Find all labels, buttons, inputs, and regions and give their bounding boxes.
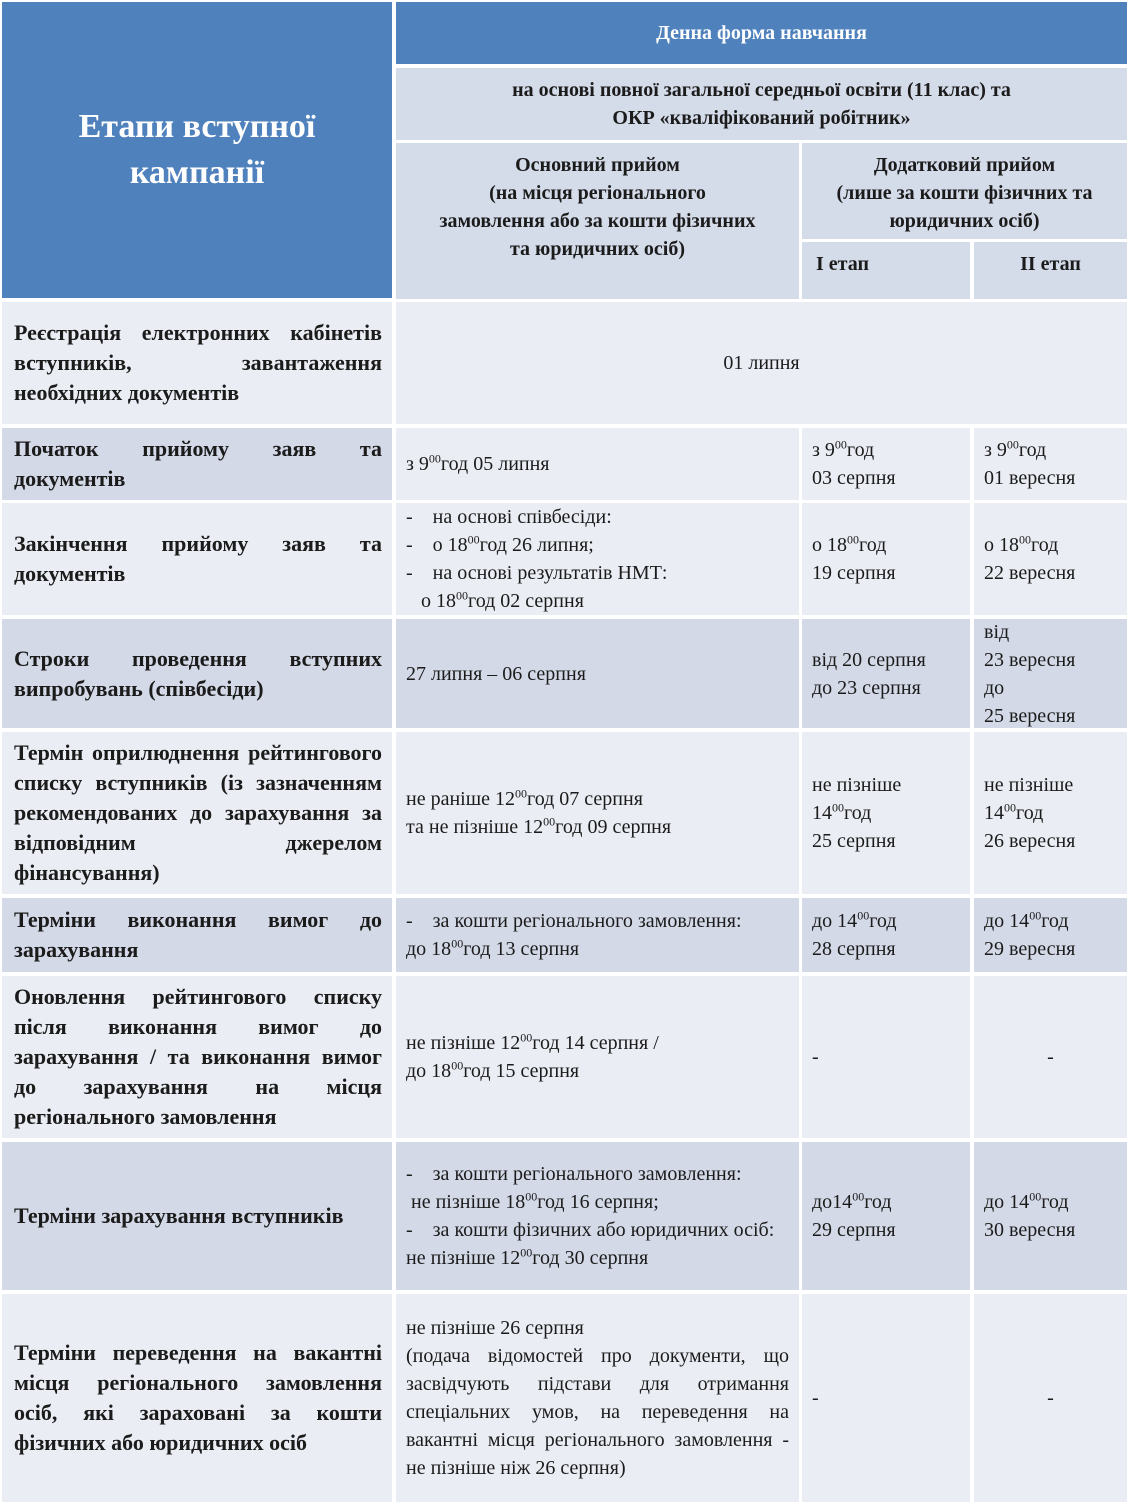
additional-admission-line3: юридичних осіб): [889, 210, 1040, 232]
tests-main-cell: [396, 619, 799, 728]
requirements-stage2-cell: [974, 898, 1127, 972]
stage-label-ranking: [2, 732, 392, 894]
ranking-stage1-date: 25 серпня: [812, 830, 896, 852]
stage2-header-cell: [974, 242, 1127, 299]
end-main-line2: - о $18^{00}год$ 26 липня;: [406, 532, 594, 556]
ranking-update-main-line1: не пізніше $12^{00}год$ 14 серпня /: [406, 1030, 659, 1054]
end-stage2-cell: [974, 503, 1127, 615]
transfer-main-cell: [396, 1294, 799, 1502]
ranking-stage2-line1: не пізніше: [984, 774, 1074, 796]
start-stage2-date: 01 вересня: [984, 467, 1076, 489]
ranking-main-cell: [396, 732, 799, 894]
stage-label-registration: [2, 302, 392, 424]
enrollment-stage1-time: $до14^{00}год$: [812, 1189, 892, 1213]
transfer-stage2-cell: [974, 1294, 1127, 1502]
end-stage1-cell: [802, 503, 970, 615]
transfer-stage1-value: -: [812, 1387, 819, 1409]
registration-date-cell: [396, 302, 1127, 424]
form-title-cell: [396, 2, 1127, 64]
ranking-main-line1: не раніше $12^{00}год$ 07 серпня: [406, 786, 643, 810]
enrollment-stage2-cell: [974, 1142, 1127, 1290]
enrollment-stage2-date: 30 вересня: [984, 1219, 1076, 1241]
tests-stage2-cell: [974, 619, 1127, 728]
enrollment-main-line1: - за кошти регіонального замовлення:: [406, 1163, 742, 1185]
end-main-line1: - на основі співбесіди:: [406, 506, 612, 528]
stages-title-line2: кампанії: [129, 154, 265, 191]
requirements-main-cell: [396, 898, 799, 972]
basis-line1: на основі повної загальної середньої освіти (11 клас) та: [512, 79, 1011, 101]
end-stage1-time: о $18^{00}год$: [812, 532, 887, 556]
stage-label-text: Терміни виконання вимог до зарахування: [14, 907, 382, 962]
stage-label-text: Термін оприлюднення рейтингового списку вступників (із зазначенням рекомендованих до зарахування за відповідним джерелом фінансування): [14, 740, 382, 885]
stage-label-text: Реєстрація електронних кабінетів вступників, завантаження необхідних документів: [14, 320, 382, 405]
tests-main-value: 27 липня – 06 серпня: [406, 662, 586, 685]
enrollment-main-cell: [396, 1142, 799, 1290]
ranking-stage2-date: 26 вересня: [984, 830, 1076, 852]
stage-label-ranking-update: [2, 976, 392, 1138]
transfer-main-line2: (подача відомостей про документи, що засвідчують підстави для отримання спеціальних умов, на переведення на вакантні місця регіонального замовлення - не пізніше ніж 26 серпня): [406, 1345, 789, 1479]
ranking-update-stage2-value: -: [1047, 1046, 1054, 1068]
stage-label-enrollment: [2, 1142, 392, 1290]
end-main-line3: - на основі результатів НМТ:: [406, 562, 668, 584]
tests-stage1-from: від 20 серпня: [812, 648, 926, 671]
stage1-header-cell: [802, 242, 970, 299]
ranking-stage2-cell: [974, 732, 1127, 894]
basis-line2: ОКР «кваліфікований робітник»: [612, 107, 911, 129]
ranking-update-stage2-cell: [974, 976, 1127, 1138]
enrollment-main-line2: не пізніше $18^{00}год$ 16 серпня;: [406, 1189, 659, 1213]
stage1-header: І етап: [816, 253, 869, 275]
end-main-line4: о $18^{00}год$ 02 серпня: [406, 588, 584, 612]
start-stage2-time: з $9^{00}год$: [984, 437, 1047, 461]
ranking-main-line2: та не пізніше $12^{00}год$ 09 серпня: [406, 814, 672, 838]
transfer-main-line1: не пізніше 26 серпня: [406, 1317, 584, 1339]
stages-title-line1: Етапи вступної: [78, 108, 316, 145]
main-admission-line1: Основний прийом: [515, 154, 680, 176]
end-stage2-time: о $18^{00}год$: [984, 532, 1059, 556]
tests-stage2-to-label: до: [984, 676, 1005, 699]
ranking-update-main-line2: до $18^{00}год$ 15 серпня: [406, 1058, 580, 1082]
main-admission-line4: та юридичних осіб): [509, 238, 686, 260]
enrollment-stage2-time: до $14^{00}год$: [984, 1189, 1069, 1213]
end-main-cell: [396, 503, 799, 615]
stage-label-text: Оновлення рейтингового списку після виконання вимог до зарахування / та виконання вимог до зарахування на місця регіонального замовлення: [14, 984, 382, 1129]
stage-label-text: Терміни зарахування вступників: [14, 1203, 344, 1228]
stages-header-cell: [2, 2, 392, 298]
requirements-stage2-date: 29 вересня: [984, 938, 1076, 960]
transfer-stage1-cell: [802, 1294, 970, 1502]
stage-label-start: [2, 428, 392, 500]
enrollment-main-line3: - за кошти фізичних або юридичних осіб:: [406, 1219, 775, 1241]
requirements-stage1-date: 28 серпня: [812, 938, 896, 960]
registration-date: 01 липня: [723, 352, 800, 374]
stage-label-text: Терміни переведення на вакантні місця регіонального замовлення осіб, які зараховані за кошти фізичних або юридичних осіб: [14, 1340, 382, 1455]
transfer-stage2-value: -: [1047, 1387, 1054, 1409]
start-stage2-cell: [974, 428, 1127, 500]
additional-admission-cell: [802, 143, 1127, 239]
main-admission-cell: [396, 143, 799, 299]
enrollment-main-line4: не пізніше $12^{00}год$ 30 серпня: [406, 1245, 649, 1269]
tests-stage1-cell: [802, 619, 970, 728]
ranking-stage1-cell: [802, 732, 970, 894]
ranking-stage1-line1: не пізніше: [812, 774, 902, 796]
main-admission-line3: замовлення або за кошти фізичних: [439, 210, 756, 232]
tests-stage2-to-date: 25 вересня: [984, 704, 1076, 727]
basis-cell: [396, 68, 1127, 140]
stage-label-text: Строки проведення вступних випробувань (співбесіди): [14, 645, 382, 701]
ranking-update-main-cell: [396, 976, 799, 1138]
ranking-stage2-time: $14^{00}год$: [984, 800, 1044, 824]
stage-label-transfer: [2, 1294, 392, 1502]
ranking-update-stage1-cell: [802, 976, 970, 1138]
tests-stage1-to: до 23 серпня: [812, 676, 921, 699]
ranking-update-stage1-value: -: [812, 1046, 819, 1068]
stage-label-text: Початок прийому заяв та документів: [14, 436, 382, 491]
enrollment-stage1-cell: [802, 1142, 970, 1290]
stage-label-text: Закінчення прийому заяв та документів: [14, 531, 382, 586]
stage-label-end: [2, 503, 392, 615]
requirements-stage1-cell: [802, 898, 970, 972]
stage-label-requirements: [2, 898, 392, 972]
tests-stage2-from-date: 23 вересня: [984, 648, 1076, 671]
start-stage1-cell: [802, 428, 970, 500]
enrollment-stage1-date: 29 серпня: [812, 1219, 896, 1241]
requirements-main-line1: - за кошти регіонального замовлення:: [406, 910, 742, 932]
stage2-header: ІІ етап: [1020, 253, 1081, 275]
requirements-stage2-time: до $14^{00}год$: [984, 908, 1069, 932]
additional-admission-line1: Додатковий прийом: [873, 154, 1056, 176]
start-main-value: з $9^{00}год$ 05 липня: [406, 451, 550, 475]
requirements-main-line2: до $18^{00}год$ 13 серпня: [406, 936, 580, 960]
form-title: Денна форма навчання: [656, 22, 867, 44]
main-admission-line2: (на місця регіонального: [489, 182, 706, 204]
start-stage1-time: з $9^{00}год$: [812, 437, 875, 461]
end-stage1-date: 19 серпня: [812, 562, 896, 584]
start-stage1-date: 03 серпня: [812, 467, 896, 489]
additional-admission-line2: (лише за кошти фізичних та: [836, 182, 1093, 204]
start-main-cell: [396, 428, 799, 500]
requirements-stage1-time: до $14^{00}год$: [812, 908, 897, 932]
stage-label-tests: [2, 619, 392, 728]
end-stage2-date: 22 вересня: [984, 562, 1076, 584]
tests-stage2-from-label: від: [984, 620, 1010, 643]
ranking-stage1-time: $14^{00}год$: [812, 800, 872, 824]
